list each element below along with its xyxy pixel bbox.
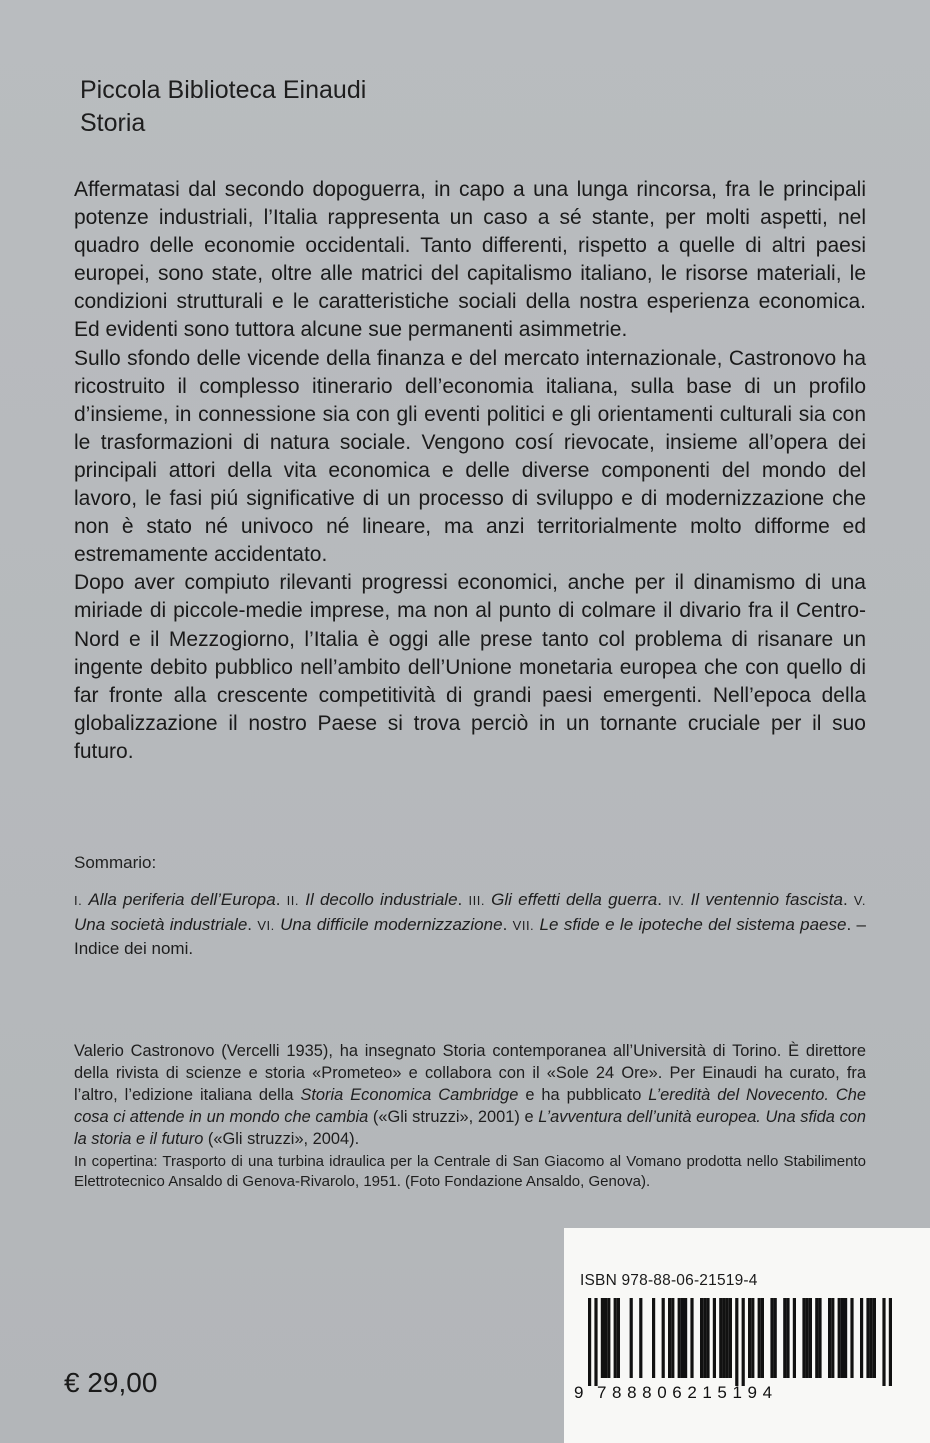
series-heading xyxy=(80,74,366,140)
barcode-bar xyxy=(844,1298,847,1378)
blurb-paragraph-2: Sullo sfondo delle vicende della finanza e del mercato internazionale, Castronovo ha ricostruito il complesso itinerario dell’economia italiana, sulla base di un profilo d’insieme, in connessione sia con gli eventi politici e gli orientamenti culturali sia con le trasformazioni di natura sociale. Vengono cosí rievocate, insieme all’opera dei principali attori della vita economica e delle diverse componenti del mondo del lavoro, le fasi piú significative di un processo di sviluppo e di modernizzazione che non è stato né univoco né lineare, ma anzi territorialmente molto difforme ed estremamente accidentato. xyxy=(74,346,866,567)
author-bio-text: Valerio Castronovo (Vercelli 1935), ha insegnato Storia contemporanea all’Università di Torino. È direttore della rivista di scienze e storia «Prometeo» e collabora con il «Sole 24 Ore». Per Einaudi ha curato, fra l’altro, l’edizione italiana della xyxy=(74,1042,866,1104)
blurb-paragraph-1: Affermatasi dal secondo dopoguerra, in capo a una lunga rincorsa, fra le principali potenze industriali, l’Italia rappresenta un caso a sé stante, per molti aspetti, nel quadro delle economie occidentali. Tanto differenti, rispetto a quelle di altri paesi europei, sono state, oltre alle matrici del capitalismo italiano, le risorse materiali, le condizioni strutturali e le caratteristiche sociali della nostra esperienza economica. Ed evidenti sono tuttora alcune sue permanenti asimmetrie. xyxy=(74,178,866,342)
barcode-bar xyxy=(873,1298,876,1378)
barcode-bar xyxy=(726,1298,729,1378)
series-section: Storia xyxy=(80,109,146,137)
author-bio-text: e ha pubblicato xyxy=(518,1086,649,1104)
barcode-label xyxy=(564,1228,930,1443)
barcode-bar xyxy=(662,1298,665,1378)
author-bio-title: Storia Economica Cambridge xyxy=(300,1086,519,1104)
sommario-label: Sommario: xyxy=(74,853,157,872)
barcode-bar xyxy=(860,1298,863,1378)
blurb xyxy=(74,176,866,766)
barcode-bar xyxy=(786,1298,789,1378)
barcode-bar xyxy=(639,1298,642,1378)
barcode-bar xyxy=(802,1298,805,1378)
barcode-bar xyxy=(841,1298,844,1378)
barcode-bar xyxy=(774,1298,777,1378)
ean-digits: 788806215194 xyxy=(597,1383,778,1402)
barcode-bar xyxy=(614,1298,617,1378)
barcode-guard-bar xyxy=(735,1298,738,1386)
barcode-bar xyxy=(604,1298,607,1378)
series-name: Piccola Biblioteca Einaudi xyxy=(80,76,367,104)
barcode-bar xyxy=(722,1298,725,1378)
chapter-number: VII. xyxy=(512,917,535,933)
barcode-bar xyxy=(783,1298,786,1378)
barcode-bar xyxy=(751,1298,754,1378)
chapter-number: II. xyxy=(286,893,300,908)
barcode-bar xyxy=(703,1298,706,1378)
index-entry: – Indice dei nomi. xyxy=(74,914,867,958)
barcode-bar xyxy=(761,1298,764,1378)
barcode-bar xyxy=(748,1298,751,1378)
chapter-number: V. xyxy=(853,893,866,908)
barcode-bar xyxy=(831,1298,834,1378)
isbn-text: ISBN 978-88-06-21519-4 xyxy=(580,1272,758,1289)
chapter-number: III. xyxy=(468,893,485,908)
barcode-bar xyxy=(684,1298,687,1378)
author-bio xyxy=(74,1040,866,1150)
chapter-number: VI. xyxy=(257,917,275,933)
table-of-contents: I. Alla periferia dell’Europa. II. Il decollo industriale. III. Gli effetti della guerra. IV. Il ventennio fascista. V. Una società industriale. VI. Una difficile modernizzazione. VII. Le sfide e le ipoteche del sistema paese. – Indice dei nomi. xyxy=(74,890,867,958)
author-bio-text: («Gli struzzi», 2001) e xyxy=(368,1108,539,1126)
barcode-bar xyxy=(793,1298,796,1378)
barcode-bar xyxy=(866,1298,869,1378)
barcode-bar xyxy=(681,1298,684,1378)
barcode-bar xyxy=(758,1298,761,1378)
barcode-bar xyxy=(838,1298,841,1378)
barcode-guard-bar xyxy=(742,1298,745,1386)
barcode-bar xyxy=(607,1298,610,1378)
chapter-title: Gli effetti della guerra xyxy=(491,890,658,909)
cover-credit: In copertina: Trasporto di una turbina idraulica per la Centrale di San Giacomo al Vomano prodotta nello Stabilimento Elettrotecnico Ansaldo di Genova-Rivarolo, 1951. (Foto Fondazione Ansaldo, Genova). xyxy=(74,1153,866,1190)
barcode-bar xyxy=(828,1298,831,1378)
author-bio-title: L’avventura dell’unità europea. Una sfida con la storia e il futuro xyxy=(74,1108,867,1148)
chapter-title: Il ventennio fascista xyxy=(690,890,843,909)
barcode-bar xyxy=(850,1298,853,1378)
chapter-number: IV. xyxy=(668,893,685,908)
barcode-bar xyxy=(690,1298,693,1378)
barcode-guard-bar xyxy=(594,1298,597,1386)
author-bio-title: L’eredità del Novecento. Che cosa ci attende in un mondo che cambia xyxy=(74,1086,866,1126)
barcode-guard-bar xyxy=(588,1298,591,1386)
barcode-bar xyxy=(678,1298,681,1378)
author-bio-text: («Gli struzzi», 2004). xyxy=(203,1130,360,1148)
chapter-title: Una società industriale xyxy=(74,914,248,934)
barcode-bar xyxy=(719,1298,722,1378)
chapter-title: Le sfide e le ipoteche del sistema paese xyxy=(539,914,847,934)
barcode-bar xyxy=(870,1298,873,1378)
chapter-title: Il decollo industriale xyxy=(305,890,458,909)
barcode-bar xyxy=(770,1298,773,1378)
barcode-bar xyxy=(713,1298,716,1378)
barcode-bar xyxy=(668,1298,671,1378)
barcode-bar xyxy=(809,1298,812,1378)
chapter-title: Alla periferia dell’Europa xyxy=(88,890,276,909)
chapter-title: Una difficile modernizzazione xyxy=(280,914,503,934)
barcode-bar xyxy=(815,1298,818,1378)
barcode-bar xyxy=(706,1298,709,1378)
barcode-bar xyxy=(700,1298,703,1378)
barcode-bar xyxy=(630,1298,633,1378)
blurb-paragraph-3: Dopo aver compiuto rilevanti progressi economici, anche per il dinamismo di una miriade di piccole-medie imprese, ma non al punto di colmare il divario fra il Centro-Nord e il Mezzogiorno, l’Italia è oggi alle prese tanto col problema di risanare un ingente debito pubblico nell’ambito dell’Unione monetaria europea che con quello di far fronte alla crescente competitività di grandi paesi emergenti. Nell’epoca della globalizzazione il nostro Paese si trova perciò in un tornante cruciale per il suo futuro. xyxy=(74,571,866,763)
barcode-bar xyxy=(729,1298,732,1378)
chapter-number: I. xyxy=(74,893,83,908)
barcode-bar xyxy=(601,1298,604,1378)
barcode-bar xyxy=(652,1298,655,1378)
ean-first-digit: 9 xyxy=(574,1383,584,1402)
barcode-bar xyxy=(818,1298,821,1378)
barcode-guard-bar xyxy=(882,1298,885,1386)
barcode-bar xyxy=(671,1298,674,1378)
barcode-bar xyxy=(617,1298,620,1378)
barcode-bars xyxy=(588,1298,904,1386)
price: € 29,00 xyxy=(64,1367,158,1398)
barcode-bar xyxy=(806,1298,809,1378)
barcode-guard-bar xyxy=(889,1298,892,1386)
